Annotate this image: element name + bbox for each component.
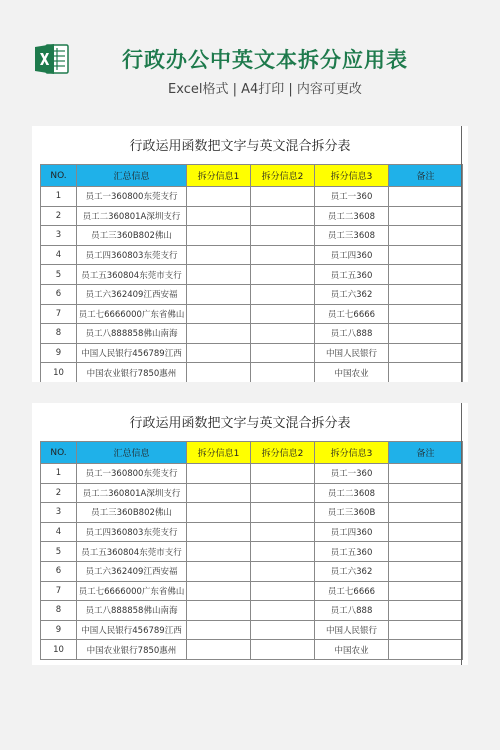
col-header-split-3: 拆分信息3 (315, 165, 389, 187)
page-subtitle: Excel格式 | A4打印 | 内容可更改 (168, 82, 362, 97)
cell-split-1 (187, 542, 251, 562)
col-header-summary: 汇总信息 (77, 442, 187, 464)
cell-split-3: 员工六362 (315, 284, 389, 304)
cell-split-3: 员工一360 (315, 187, 389, 207)
cell-split-3: 中国农业 (315, 640, 389, 660)
col-header-no: NO. (41, 165, 77, 187)
table-row (41, 245, 463, 265)
cell-split-2 (251, 620, 315, 640)
table-row (41, 265, 463, 285)
cell-note (389, 561, 463, 581)
cell-no: 1 (41, 187, 77, 207)
cell-split-3: 员工二3608 (315, 483, 389, 503)
cell-no: 8 (41, 601, 77, 621)
cell-split-3: 员工七6666 (315, 581, 389, 601)
cell-split-1 (187, 561, 251, 581)
cell-note (389, 206, 463, 226)
cell-note (389, 581, 463, 601)
cell-split-3: 员工四360 (315, 522, 389, 542)
col-header-note: 备注 (389, 165, 463, 187)
cell-split-2 (251, 304, 315, 324)
cell-split-1 (187, 284, 251, 304)
table-row (41, 503, 463, 523)
data-table (40, 164, 463, 382)
cell-note (389, 522, 463, 542)
col-header-note: 备注 (389, 442, 463, 464)
cell-split-3: 中国农业 (315, 363, 389, 382)
col-header-split-3: 拆分信息3 (315, 442, 389, 464)
cell-split-3: 员工六362 (315, 561, 389, 581)
cell-split-3: 员工一360 (315, 464, 389, 484)
cell-summary: 员工四360803东莞支行 (77, 522, 187, 542)
cell-summary: 员工六362409江西安福 (77, 561, 187, 581)
cell-split-2 (251, 522, 315, 542)
cell-summary: 员工三360B802佛山 (77, 503, 187, 523)
table-row (41, 601, 463, 621)
cell-split-3: 员工五360 (315, 542, 389, 562)
cell-split-1 (187, 245, 251, 265)
table-row (41, 464, 463, 484)
cell-split-1 (187, 226, 251, 246)
sheet-title: 行政运用函数把文字与英文混合拆分表 (129, 139, 351, 154)
cell-split-2 (251, 187, 315, 207)
cell-no: 8 (41, 324, 77, 344)
cell-note (389, 620, 463, 640)
cell-split-1 (187, 601, 251, 621)
cell-note (389, 324, 463, 344)
cell-split-1 (187, 640, 251, 660)
cell-note (389, 187, 463, 207)
table-row (41, 561, 463, 581)
cell-note (389, 640, 463, 660)
spreadsheet-preview-2 (32, 403, 468, 665)
table-row (41, 304, 463, 324)
cell-summary: 中国农业银行7850惠州 (77, 363, 187, 382)
cell-no: 2 (41, 206, 77, 226)
cell-summary: 员工三360B802佛山 (77, 226, 187, 246)
table-row (41, 581, 463, 601)
cell-split-1 (187, 522, 251, 542)
cell-split-2 (251, 464, 315, 484)
cell-split-1 (187, 324, 251, 344)
cell-split-3: 员工二3608 (315, 206, 389, 226)
cell-no: 7 (41, 304, 77, 324)
cell-no: 2 (41, 483, 77, 503)
table-row (41, 483, 463, 503)
cell-split-2 (251, 483, 315, 503)
cell-summary: 员工八888858佛山南海 (77, 601, 187, 621)
spreadsheet-preview-1 (32, 126, 468, 382)
table-row (41, 226, 463, 246)
sheet-edge-line (461, 403, 462, 665)
col-header-no: NO. (41, 442, 77, 464)
cell-no: 10 (41, 363, 77, 382)
cell-note (389, 304, 463, 324)
page-header (0, 0, 500, 120)
col-header-split-1: 拆分信息1 (187, 165, 251, 187)
cell-note (389, 343, 463, 363)
page-title: 行政办公中英文本拆分应用表 (122, 48, 408, 72)
cell-summary: 员工六362409江西安福 (77, 284, 187, 304)
cell-split-3: 员工八888 (315, 324, 389, 344)
cell-summary: 员工四360803东莞支行 (77, 245, 187, 265)
cell-split-3: 员工三3608 (315, 226, 389, 246)
cell-split-3: 员工七6666 (315, 304, 389, 324)
cell-note (389, 245, 463, 265)
table-row (41, 522, 463, 542)
cell-summary: 员工八888858佛山南海 (77, 324, 187, 344)
cell-split-2 (251, 343, 315, 363)
cell-note (389, 542, 463, 562)
table-row (41, 640, 463, 660)
cell-split-3: 中国人民银行 (315, 620, 389, 640)
cell-note (389, 601, 463, 621)
cell-split-2 (251, 226, 315, 246)
cell-note (389, 363, 463, 382)
table-row (41, 363, 463, 382)
cell-split-1 (187, 464, 251, 484)
cell-summary: 员工七6666000广东省佛山 (77, 304, 187, 324)
cell-split-1 (187, 620, 251, 640)
cell-no: 5 (41, 265, 77, 285)
cell-summary: 员工二360801A深圳支行 (77, 483, 187, 503)
col-header-split-1: 拆分信息1 (187, 442, 251, 464)
cell-summary: 中国人民银行456789江西 (77, 620, 187, 640)
cell-summary: 员工二360801A深圳支行 (77, 206, 187, 226)
cell-split-2 (251, 601, 315, 621)
table-row (41, 620, 463, 640)
data-table (40, 441, 463, 660)
cell-no: 7 (41, 581, 77, 601)
cell-split-1 (187, 483, 251, 503)
cell-note (389, 226, 463, 246)
cell-note (389, 503, 463, 523)
cell-split-3: 中国人民银行 (315, 343, 389, 363)
table-row (41, 542, 463, 562)
cell-split-2 (251, 503, 315, 523)
table-header-row (41, 165, 463, 187)
cell-split-2 (251, 206, 315, 226)
cell-split-1 (187, 304, 251, 324)
cell-split-1 (187, 503, 251, 523)
cell-summary: 员工一360800东莞支行 (77, 187, 187, 207)
cell-split-1 (187, 581, 251, 601)
cell-summary: 员工七6666000广东省佛山 (77, 581, 187, 601)
cell-summary: 中国农业银行7850惠州 (77, 640, 187, 660)
cell-split-1 (187, 343, 251, 363)
cell-split-2 (251, 542, 315, 562)
table-row (41, 284, 463, 304)
table-row (41, 343, 463, 363)
cell-no: 9 (41, 343, 77, 363)
cell-no: 6 (41, 561, 77, 581)
cell-no: 9 (41, 620, 77, 640)
cell-summary: 员工五360804东莞市支行 (77, 542, 187, 562)
table-header-row (41, 442, 463, 464)
col-header-split-2: 拆分信息2 (251, 165, 315, 187)
cell-no: 4 (41, 522, 77, 542)
cell-split-2 (251, 363, 315, 382)
cell-summary: 员工一360800东莞支行 (77, 464, 187, 484)
cell-note (389, 464, 463, 484)
col-header-summary: 汇总信息 (77, 165, 187, 187)
cell-no: 3 (41, 226, 77, 246)
cell-split-2 (251, 284, 315, 304)
cell-split-2 (251, 265, 315, 285)
cell-split-1 (187, 206, 251, 226)
cell-no: 6 (41, 284, 77, 304)
sheet-title: 行政运用函数把文字与英文混合拆分表 (129, 416, 351, 431)
cell-summary: 员工五360804东莞市支行 (77, 265, 187, 285)
cell-split-3: 员工八888 (315, 601, 389, 621)
cell-no: 3 (41, 503, 77, 523)
table-row (41, 324, 463, 344)
cell-no: 10 (41, 640, 77, 660)
table-row (41, 206, 463, 226)
cell-split-2 (251, 640, 315, 660)
sheet-edge-line (461, 126, 462, 382)
cell-split-3: 员工五360 (315, 265, 389, 285)
cell-note (389, 265, 463, 285)
cell-note (389, 284, 463, 304)
table-row (41, 187, 463, 207)
cell-split-1 (187, 265, 251, 285)
cell-split-1 (187, 363, 251, 382)
cell-split-2 (251, 581, 315, 601)
cell-note (389, 483, 463, 503)
cell-no: 1 (41, 464, 77, 484)
cell-no: 4 (41, 245, 77, 265)
cell-split-2 (251, 245, 315, 265)
cell-split-2 (251, 561, 315, 581)
col-header-split-2: 拆分信息2 (251, 442, 315, 464)
cell-split-2 (251, 324, 315, 344)
cell-split-1 (187, 187, 251, 207)
cell-no: 5 (41, 542, 77, 562)
cell-split-3: 员工四360 (315, 245, 389, 265)
cell-summary: 中国人民银行456789江西 (77, 343, 187, 363)
cell-split-3: 员工三360B (315, 503, 389, 523)
